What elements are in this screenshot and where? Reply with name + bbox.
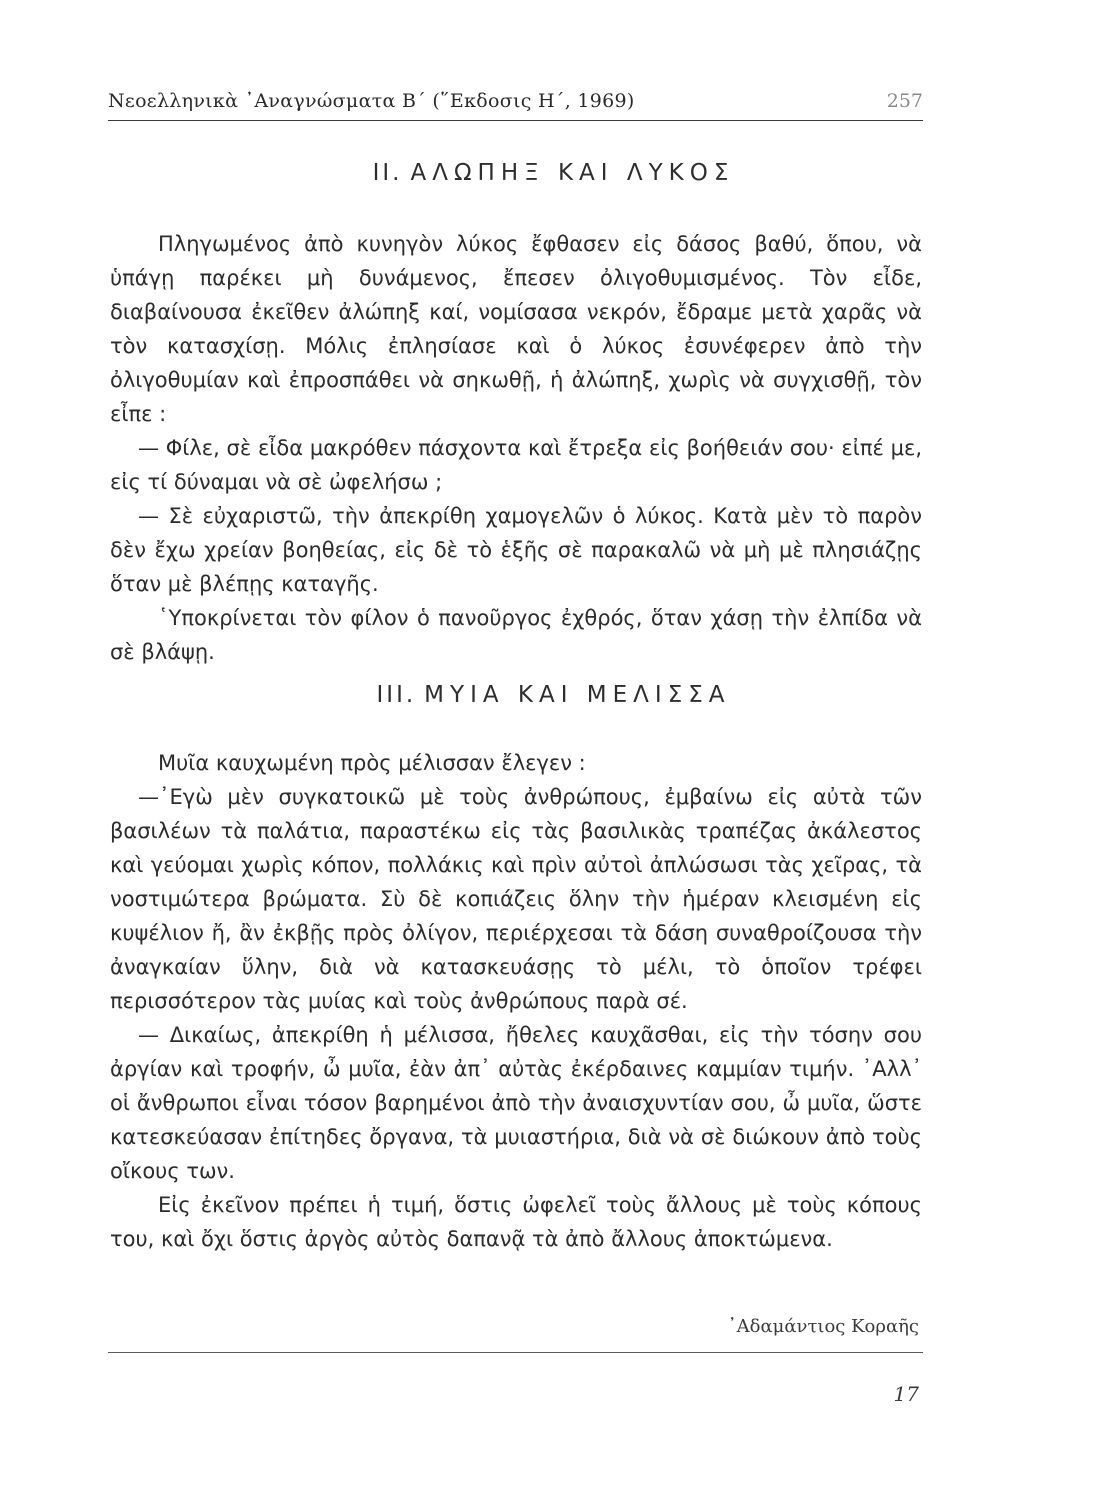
folio-number: 17 xyxy=(893,1382,919,1406)
dialogue-paragraph: — Φίλε, σὲ εἶδα μακρόθεν πάσχοντα καὶ ἔτρεξα εἰς βοήθειάν σου· εἰπέ με, εἰς τί δύναμαι νὰ σὲ ὠφελήσω ; xyxy=(110,436,922,494)
paragraph: Μυῖα καυχωμένη πρὸς μέλισσαν ἔλεγεν : xyxy=(158,751,586,775)
author-signature: ᾿Αδαμάντιος Κοραῆς xyxy=(727,1316,919,1337)
header-title: Νεοελληνικὰ ᾿Αναγνώσματα Β΄ (῞Εκδοσις Η΄, 1969) xyxy=(108,90,635,112)
section-body-fly-and-bee xyxy=(110,746,922,1256)
dialogue-paragraph: —᾿Εγὼ μὲν συγκατοικῶ μὲ τοὺς ἀνθρώπους, ἐμβαίνω εἰς αὐτὰ τῶν βασιλέων τὰ παλάτια, παραστέκω εἰς τὰς βασιλικὰς τραπέζας ἀκάλεστος καὶ γεύομαι χωρὶς κόπον, πολλάκις καὶ πρὶν αὐτοὶ ἀπλώσωσι τὰς χεῖρας, τὰ νοστιμώτερα βρώματα. Σὺ δὲ κοπιάζεις ὅλην τὴν ἡμέραν κλεισμένη εἰς κυψέλιον ἤ, ἂν ἐκβῇς πρὸς ὀλίγον, περιέρχεσαι τὰ δάση συναθροίζουσα τὴν ἀναγκαίαν ὕλην, διὰ νὰ κατασκευάσῃς τὸ μέλι, τὸ ὁποῖον τρέφει περισσότερον τὰς μυίας καὶ τοὺς ἀνθρώπους παρὰ σέ. xyxy=(110,785,922,1013)
bottom-divider xyxy=(108,1352,923,1353)
section-body-fox-and-wolf xyxy=(110,227,922,669)
section-title: ΑΛΩΠΗΞ ΚΑΙ ΛΥΚΟΣ xyxy=(410,160,735,186)
paragraph: Πληγωμένος ἀπὸ κυνηγὸν λύκος ἔφθασεν εἰς δάσος βαθύ, ὅπου, νὰ ὑπάγῃ παρέκει μὴ δυνάμενος, ἔπεσεν ὀλιγοθυμισμένος. Τὸν εἶδε, διαβαίνουσα ἐκεῖθεν ἀλώπηξ καί, νομίσασα νεκρόν, ἔδραμε μετὰ χαρᾶς νὰ τὸν κατασχίσῃ. Μόλις ἐπλησίασε καὶ ὁ λύκος ἐσυνέφερεν ἀπὸ τὴν ὀλιγοθυμίαν καὶ ἐπροσπάθει νὰ σηκωθῇ, ἡ ἀλώπηξ, χωρὶς νὰ συγχισθῇ, τὸν εἶπε : xyxy=(110,232,922,426)
header-page-number: 257 xyxy=(886,90,923,112)
section-heading-fox-and-wolf xyxy=(0,160,1107,186)
moral-paragraph: ῾Υποκρίνεται τὸν φίλον ὁ πανοῦργος ἐχθρός, ὅταν χάσῃ τὴν ἐλπίδα νὰ σὲ βλάψῃ. xyxy=(110,606,922,664)
dialogue-paragraph: — Σὲ εὐχαριστῶ, τὴν ἀπεκρίθη χαμογελῶν ὁ λύκος. Κατὰ μὲν τὸ παρὸν δὲν ἔχω χρείαν βοηθείας, εἰς δὲ τὸ ἑξῆς σὲ παρακαλῶ νὰ μὴ μὲ πλησιάζῃς ὅταν μὲ βλέπῃς καταγῆς. xyxy=(110,504,922,596)
moral-paragraph: Εἰς ἐκεῖνον πρέπει ἡ τιμή, ὅστις ὠφελεῖ τοὺς ἄλλους μὲ τοὺς κόπους του, καὶ ὄχι ὅστις ἀργὸς αὐτὸς δαπανᾷ τὰ ἀπὸ ἄλλους ἀποκτώμενα. xyxy=(110,1193,922,1251)
section-number: II. xyxy=(372,160,403,186)
section-number: III. xyxy=(376,682,417,708)
section-title: ΜΥΙΑ ΚΑΙ ΜΕΛΙΣΣΑ xyxy=(424,682,731,708)
section-heading-fly-and-bee xyxy=(0,682,1107,708)
dialogue-paragraph: — Δικαίως, ἀπεκρίθη ἡ μέλισσα, ἤθελες καυχᾶσθαι, εἰς τὴν τόσην σου ἀργίαν καὶ τροφήν, ὦ μυῖα, ἐὰν ἀπ᾿ αὐτὰς ἐκέρδαινες καμμίαν τιμήν. ᾿Αλλ᾿ οἱ ἄνθρωποι εἶναι τόσον βαρημένοι ἀπὸ τὴν ἀναισχυντίαν σου, ὦ μυῖα, ὥστε κατεσκεύασαν ἐπίτηδες ὄργανα, τὰ μυιαστήρια, διὰ νὰ σὲ διώκουν ἀπὸ τοὺς οἴκους των. xyxy=(110,1023,922,1183)
running-header xyxy=(108,86,923,121)
